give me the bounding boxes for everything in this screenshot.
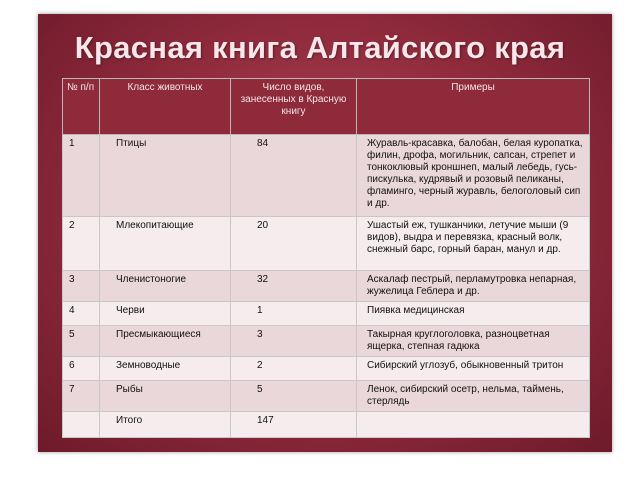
cell-num: 7 [63, 381, 100, 412]
table-row [63, 217, 590, 271]
cell-examples: Журавль-красавка, балобан, белая куропатка, филин, дрофа, могильник, сапсан, стрепет и тонкоклювый кроншнеп, малый лебедь, гусь-пискулька, кудрявый и розовый пеликаны, фламинго, черный журавль, белоголовый сип и др. [357, 135, 590, 217]
cell-count: 1 [231, 302, 357, 326]
cell-examples: Пиявка медицинская [357, 302, 590, 326]
header-class: Класс животных [100, 79, 231, 135]
cell-num: 5 [63, 326, 100, 357]
table-row [63, 357, 590, 381]
header-num: № п/п [63, 79, 100, 135]
cell-class: Птицы [100, 135, 231, 217]
cell-count: 20 [231, 217, 357, 271]
cell-num: 6 [63, 357, 100, 381]
cell-num: 4 [63, 302, 100, 326]
table-row [63, 302, 590, 326]
cell-count: 84 [231, 135, 357, 217]
cell-num: 1 [63, 135, 100, 217]
cell-count: 2 [231, 357, 357, 381]
table-row [63, 271, 590, 302]
table-row [63, 381, 590, 412]
red-book-table-container [62, 78, 590, 428]
cell-class: Черви [100, 302, 231, 326]
cell-num: 3 [63, 271, 100, 302]
cell-num: 2 [63, 217, 100, 271]
table-row [63, 326, 590, 357]
cell-class: Членистоногие [100, 271, 231, 302]
cell-count: 32 [231, 271, 357, 302]
header-count: Число видов, занесенных в Красную книгу [231, 79, 357, 135]
slide-title: Красная книга Алтайского края [74, 30, 566, 65]
cell-count: 147 [231, 412, 357, 438]
cell-examples: Такырная круглоголовка, разноцветная ящерка, степная гадюка [357, 326, 590, 357]
table-row [63, 135, 590, 217]
cell-num [63, 412, 100, 438]
table-row-total [63, 412, 590, 438]
red-book-table [62, 78, 590, 438]
cell-class: Рыбы [100, 381, 231, 412]
cell-count: 5 [231, 381, 357, 412]
cell-class: Итого [100, 412, 231, 438]
cell-count: 3 [231, 326, 357, 357]
cell-examples [357, 412, 590, 438]
cell-examples: Аскалаф пестрый, перламутровка непарная, жужелица Геблера и др. [357, 271, 590, 302]
cell-class: Млекопитающие [100, 217, 231, 271]
cell-examples: Ленок, сибирский осетр, нельма, таймень, стерлядь [357, 381, 590, 412]
cell-examples: Ушастый еж, тушканчики, летучие мыши (9 видов), выдра и перевязка, красный волк, снежный барс, горный баран, манул и др. [357, 217, 590, 271]
cell-examples: Сибирский углозуб, обыкновенный тритон [357, 357, 590, 381]
cell-class: Земноводные [100, 357, 231, 381]
cell-class: Пресмыкающиеся [100, 326, 231, 357]
table-header-row [63, 79, 590, 135]
header-examples: Примеры [357, 79, 590, 135]
